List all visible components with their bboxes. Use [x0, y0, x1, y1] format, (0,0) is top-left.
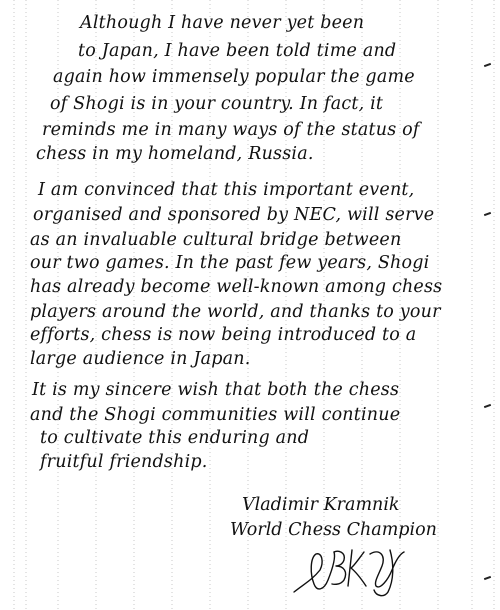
letter-line: efforts, chess is now being introduced to a: [30, 325, 417, 345]
letter-line: has already become well-known among chess: [30, 277, 443, 297]
signatory-title: World Chess Champion: [230, 520, 437, 540]
letter-line: our two games. In the past few years, Shogi: [30, 253, 430, 273]
letter-line: chess in my homeland, Russia.: [36, 144, 314, 164]
letter-line: organised and sponsored by NEC, will serve: [33, 205, 435, 225]
letter-line: players around the world, and thanks to your: [30, 302, 441, 322]
letter-line: fruitful friendship.: [40, 452, 208, 472]
letter-line: It is my sincere wish that both the chess: [32, 380, 400, 400]
handwritten-signature: [290, 540, 420, 605]
letter-line: to cultivate this enduring and: [40, 428, 310, 448]
letter-line: again how immensely popular the game: [53, 67, 415, 87]
letter-line: and the Shogi communities will continue: [30, 405, 401, 425]
letter-line: large audience in Japan.: [30, 349, 251, 369]
letter-line: I am convinced that this important event,: [38, 180, 415, 200]
signatory-name: Vladimir Kramnik: [242, 495, 400, 515]
letter-line: Although I have never yet been: [80, 13, 365, 33]
letter-line: reminds me in many ways of the status of: [42, 120, 420, 140]
letter-line: to Japan, I have been told time and: [78, 41, 397, 61]
letter-line: as an invaluable cultural bridge between: [30, 230, 402, 250]
letter-line: of Shogi is in your country. In fact, it: [50, 94, 384, 114]
